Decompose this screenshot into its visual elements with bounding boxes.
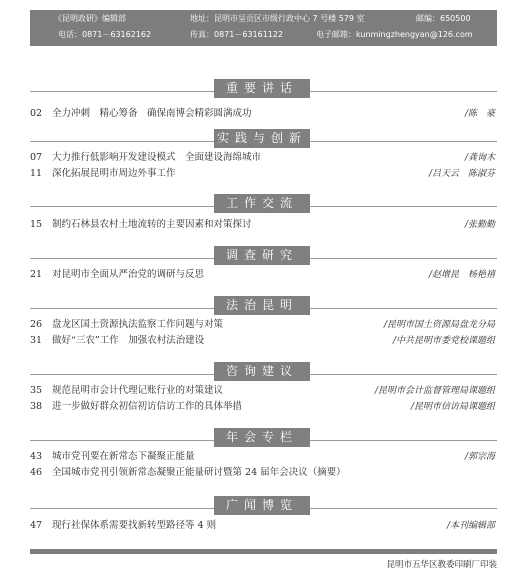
article-author: /龚询木 — [464, 153, 495, 163]
editorial-office: 《昆明政研》编辑部 — [54, 14, 126, 23]
article-author: /本刊编辑部 — [446, 521, 495, 531]
article-author: /郭宗海 — [464, 452, 495, 462]
article-title: 做好“三农”工作 加强农村法治建设 — [52, 335, 205, 346]
article-title: 全国城市党刊引领新常态凝聚正能量研讨暨第 24 届年会决议（摘要） — [52, 467, 346, 478]
page-number: 43 — [30, 451, 43, 462]
article-author: /赵增昆 杨艳禧 — [428, 270, 495, 280]
address: 地址：昆明市呈贡区市级行政中心 7 号楼 579 室 — [190, 14, 365, 23]
page-number: 46 — [30, 467, 43, 478]
article-title: 对昆明市全面从严治党的调研与反思 — [52, 269, 205, 280]
page-number: 02 — [30, 108, 43, 119]
article-title: 城市党刊要在新常态下凝聚正能量 — [52, 451, 195, 462]
section-title: 调查研究 — [214, 246, 310, 265]
toc-entry[interactable] — [30, 268, 497, 282]
section-title: 工作交流 — [214, 194, 310, 213]
section-title: 实践与创新 — [214, 129, 310, 148]
page-number: 38 — [30, 401, 43, 412]
article-title: 制约石林县农村土地流转的主要因素和对策探讨 — [52, 219, 252, 230]
page-number: 35 — [30, 385, 43, 396]
article-author: /吕天云 陈淑芬 — [428, 169, 495, 179]
article-author: /张勤勤 — [464, 220, 495, 230]
toc-entry[interactable] — [30, 107, 497, 121]
page-number: 31 — [30, 335, 43, 346]
toc-entry[interactable] — [30, 400, 497, 414]
section-title: 重要讲话 — [214, 79, 310, 98]
article-title: 深化拓展昆明市周边外事工作 — [52, 168, 176, 179]
toc-entry[interactable] — [30, 151, 497, 165]
toc-entry[interactable] — [30, 466, 497, 480]
article-author: /昆明市国土资源局盘龙分局 — [383, 320, 495, 330]
article-title: 盘龙区国土资源执法监察工作问题与对策 — [52, 319, 224, 330]
section-title: 咨询建议 — [214, 362, 310, 381]
page-number: 26 — [30, 319, 43, 330]
toc-entry[interactable] — [30, 167, 497, 181]
article-title: 全力冲刺 精心筹备 确保南博会精彩圆满成功 — [52, 108, 252, 119]
page-number: 11 — [30, 168, 43, 179]
page-number: 47 — [30, 520, 43, 531]
section-title: 法治昆明 — [214, 296, 310, 315]
page-number: 21 — [30, 269, 43, 280]
article-title: 进一步做好群众初信初访信访工作的具体举措 — [52, 401, 243, 412]
printer-credit: 昆明市五华区教委印刷厂印装 — [386, 560, 497, 570]
toc-entry[interactable] — [30, 450, 497, 464]
page-number: 07 — [30, 152, 43, 163]
article-title: 现行社保体系需要找新转型路径等 4 则 — [52, 520, 217, 531]
toc-entry[interactable] — [30, 318, 497, 332]
footer-bar — [30, 549, 497, 554]
toc-entry[interactable] — [30, 334, 497, 348]
email: 电子邮箱：kunmingzhengyan@126.com — [316, 30, 473, 39]
fax: 传真：0871－63161122 — [190, 30, 284, 39]
section-title: 广闻博览 — [214, 496, 310, 515]
article-author: /陈 豪 — [464, 109, 495, 119]
article-author: /中共昆明市委党校课题组 — [392, 336, 495, 346]
section-title: 年会专栏 — [214, 428, 310, 447]
article-author: /昆明市信访局课题组 — [410, 402, 495, 412]
toc-entry[interactable] — [30, 519, 497, 533]
phone: 电话：0871－63162162 — [58, 30, 152, 39]
article-author: /昆明市会计监督管理局课题组 — [374, 386, 495, 396]
postcode: 邮编：650500 — [416, 14, 471, 23]
masthead-bar — [30, 10, 497, 46]
article-title: 大力推行低影响开发建设模式 全面建设海绵城市 — [52, 152, 262, 163]
article-title: 规范昆明市会计代理记账行业的对策建议 — [52, 385, 224, 396]
toc-entry[interactable] — [30, 384, 497, 398]
page-number: 15 — [30, 219, 43, 230]
toc-entry[interactable] — [30, 218, 497, 232]
